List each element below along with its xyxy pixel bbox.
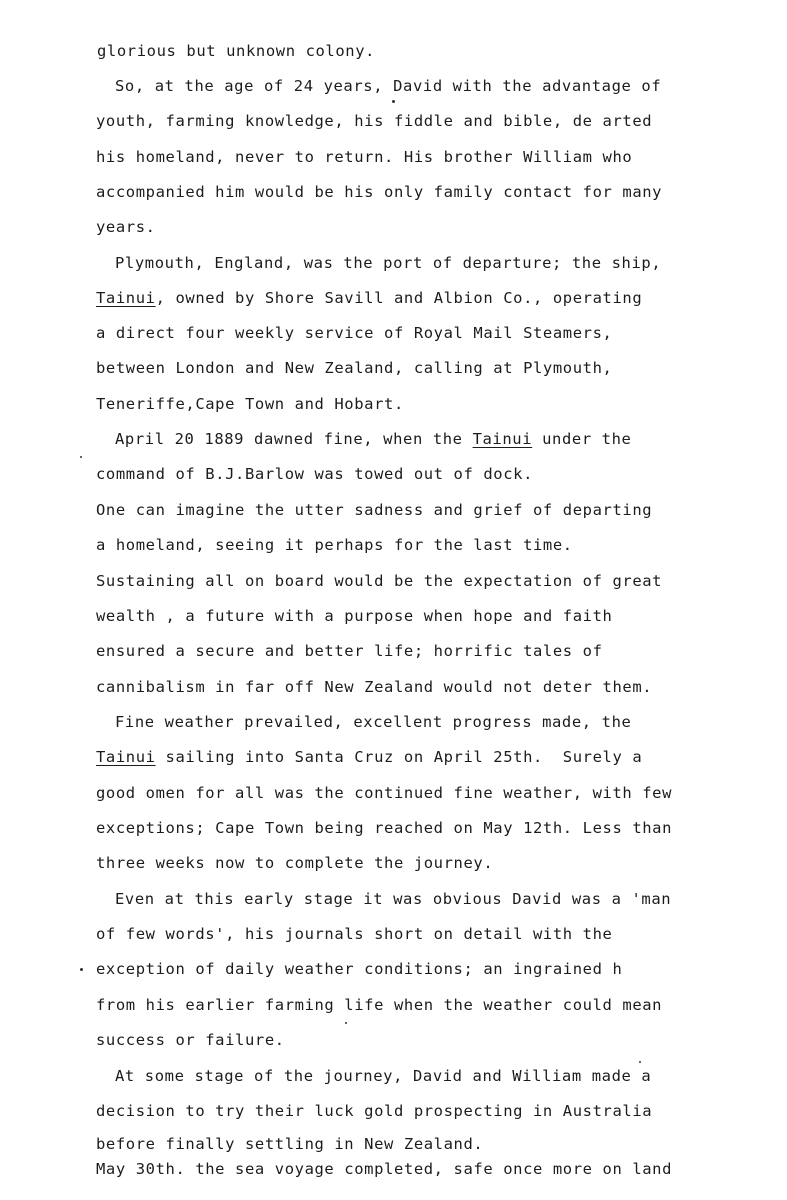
text-line: accompanied him would be his only family contact for many [96, 183, 663, 201]
text-fragment: sailing into Santa Cruz on April 25th. Surely a [165, 748, 643, 766]
ink-speck [80, 456, 82, 458]
text-line: Fine weather prevailed, excellent progress made, the [115, 713, 632, 731]
ink-speck [639, 1061, 641, 1063]
text-line: exceptions; Cape Town being reached on May 12th. Less than [96, 819, 673, 837]
text-line: before finally settling in New Zealand. [96, 1135, 484, 1153]
text-fragment: owned by Shore Savill and Albion Co., operating [175, 289, 643, 307]
text-line: decision to try their luck gold prospecting in Australia [96, 1102, 653, 1120]
ink-speck [345, 1022, 347, 1024]
text-line: success or failure. [96, 1031, 285, 1049]
text-line: One can imagine the utter sadness and grief of departing [96, 501, 653, 519]
text-line: Tainui, owned by Shore Savill and Albion Co., operating [96, 289, 643, 307]
text-line: Even at this early stage it was obvious David was a 'man [115, 890, 672, 908]
text-line: exception of daily weather conditions; an ingrained h [96, 960, 623, 978]
text-line: youth, farming knowledge, his fiddle and bible, de arted [96, 112, 653, 130]
text-line [96, 748, 642, 766]
text-line: Sustaining all on board would be the expectation of great [96, 572, 663, 590]
ship-name: Tainui [96, 289, 156, 307]
text-line: years. [96, 218, 156, 236]
text-line [115, 430, 631, 448]
ink-speck [392, 100, 395, 103]
text-fragment: April 20 1889 dawned fine, when the [115, 430, 463, 448]
ship-name: Tainui [96, 748, 156, 766]
text-line: a homeland, seeing it perhaps for the last time. [96, 536, 573, 554]
text-line: his homeland, never to return. His brother William who [96, 148, 633, 166]
ink-speck [80, 968, 83, 971]
text-line: a direct four weekly service of Royal Mail Steamers, [96, 324, 613, 342]
text-line: of few words', his journals short on detail with the [96, 925, 613, 943]
text-line: At some stage of the journey, David and William made a [115, 1067, 652, 1085]
text-line: So, at the age of 24 years, David with the advantage of [115, 77, 662, 95]
text-line: glorious but unknown colony. [97, 42, 376, 60]
text-line: from his earlier farming life when the weather could mean [96, 996, 663, 1014]
text-line: good omen for all was the continued fine weather, with few [96, 784, 673, 802]
ship-name: Tainui [472, 430, 533, 448]
text-line: three weeks now to complete the journey. [96, 854, 494, 872]
text-line: cannibalism in far off New Zealand would not deter them. [96, 678, 653, 696]
text-line: wealth , a future with a purpose when hope and faith [96, 607, 613, 625]
text-line: command of B.J.Barlow was towed out of dock. [96, 465, 533, 483]
text-fragment: under the [542, 430, 632, 448]
text-line: May 30th. the sea voyage completed, safe once more on land [96, 1160, 673, 1178]
text-line: ensured a secure and better life; horrific tales of [96, 642, 603, 660]
text-line: between London and New Zealand, calling at Plymouth, [96, 359, 613, 377]
text-line: Plymouth, England, was the port of departure; the ship, [115, 254, 662, 272]
text-line: Teneriffe,Cape Town and Hobart. [96, 395, 404, 413]
